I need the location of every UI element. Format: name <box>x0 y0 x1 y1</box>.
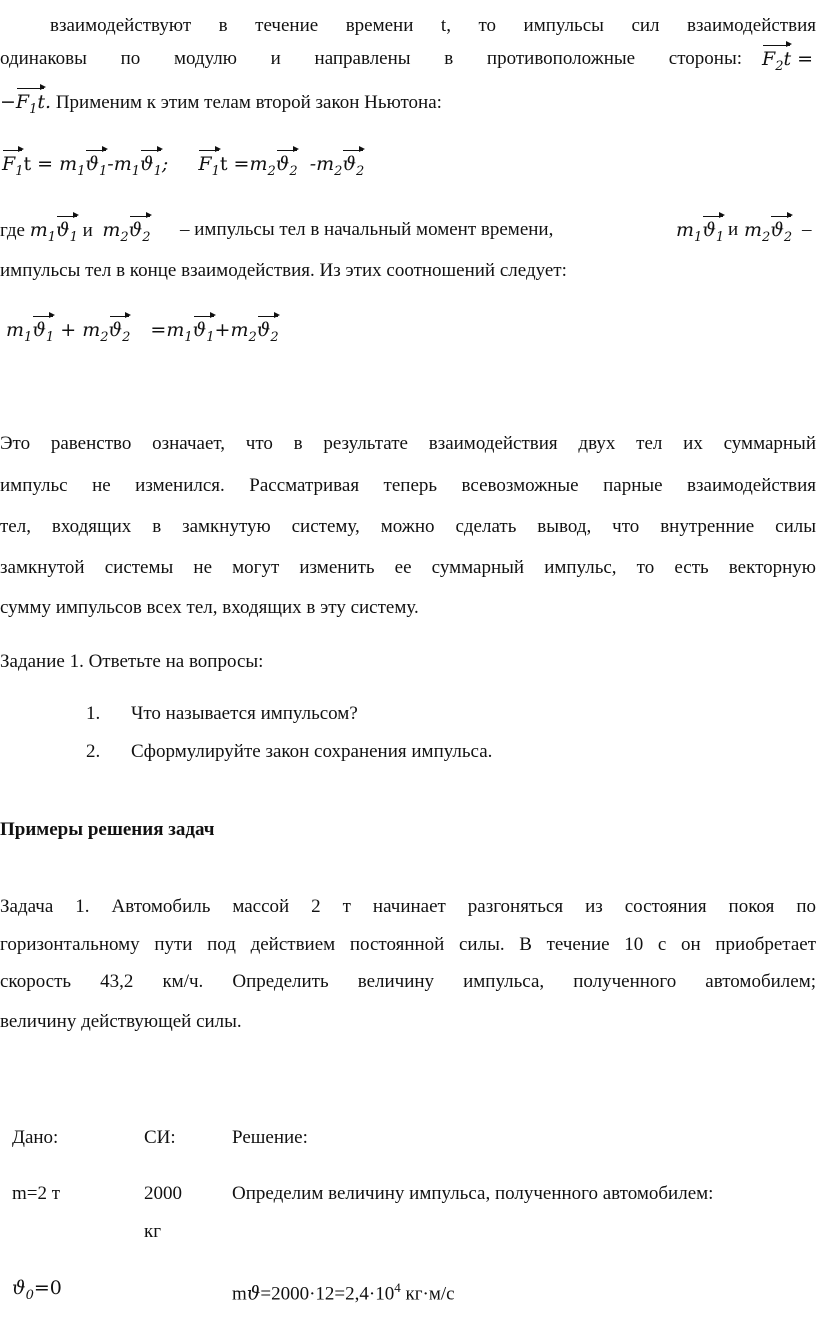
given-initial-velocity: $ϑ_0=0$ <box>12 1277 62 1303</box>
paragraph-line: взаимодействуют в течение времени t, то импульсы сил взаимодействия <box>50 15 816 36</box>
task-title: Задание 1. Ответьте на вопросы: <box>0 651 264 672</box>
section-heading: Примеры решения задач <box>0 819 215 840</box>
equation-conservation: $m_1ϑ_1 + m_2ϑ_2 =m_1ϑ_1+m_2ϑ_2$ <box>6 318 279 350</box>
problem-line: величину действующей силы. <box>0 1011 242 1032</box>
formula-m1v1-prime: $m_1ϑ_1$ <box>676 218 724 250</box>
formula-m2v2-prime: $m_2ϑ_2$ <box>744 218 792 250</box>
formula-f2t: $F_2t$ = <box>762 47 813 79</box>
formula-f1t: $-F_1t$. <box>0 91 51 113</box>
text-dash: – <box>802 219 812 240</box>
paragraph-text: одинаковы по модулю и направлены в противоположные стороны: <box>0 48 742 69</box>
problem-line: горизонтальному пути под действием постоянной силы. В течение 10 с он приобретает <box>0 934 816 955</box>
problem-line: скорость 43,2 км/ч. Определить величину импульса, полученного автомобилем; <box>0 971 816 992</box>
paragraph-line: Это равенство означает, что в результате взаимодействия двух тел их суммарный <box>0 433 816 454</box>
equation-newton: $F_1t = m_1ϑ_1-m_1ϑ_1$; $F_1t =m_2ϑ_2$ $-m_2ϑ_2$ <box>2 152 364 184</box>
paragraph-line: импульсы тел в конце взаимодействия. Из этих соотношений следует: <box>0 260 567 281</box>
text-and: и <box>82 220 93 241</box>
question-text: Сформулируйте закон сохранения импульса. <box>131 741 493 762</box>
paragraph-line: сумму импульсов всех тел, входящих в эту систему. <box>0 597 419 618</box>
question-number: 2. <box>86 741 101 762</box>
question-number: 1. <box>86 703 101 724</box>
paragraph-line: тел, входящих в замкнутую систему, можно сделать вывод, что внутренние силы <box>0 516 816 537</box>
table-header-solution: Решение: <box>232 1127 308 1148</box>
text-initial-momenta: – импульсы тел в начальный момент времени, <box>180 219 554 240</box>
si-mass-value: 2000 <box>144 1183 182 1204</box>
table-header-si: СИ: <box>144 1127 176 1148</box>
question-text: Что называется импульсом? <box>131 703 358 724</box>
problem-line: Задача 1. Автомобиль массой 2 т начинает разгоняться из состояния покоя по <box>0 896 816 917</box>
paragraph-text: Применим к этим телам второй закон Ньютона: <box>55 92 442 113</box>
formula-m2v2: $m_2ϑ_2$ <box>102 219 150 241</box>
table-header-given: Дано: <box>12 1127 59 1148</box>
paragraph-line <box>0 218 816 250</box>
paragraph-line: импульс не изменился. Рассматривая теперь всевозможные парные взаимодействия <box>0 475 816 496</box>
given-mass: m=2 т <box>12 1183 61 1204</box>
solution-step: Определим величину импульса, полученного автомобилем: <box>232 1183 714 1204</box>
si-mass-unit: кг <box>144 1221 162 1242</box>
paragraph-line <box>0 90 816 122</box>
paragraph-line: замкнутой системы не могут изменить ее суммарный импульс, то есть векторную <box>0 557 816 578</box>
text-and: и <box>728 219 739 240</box>
text-where: где <box>0 220 25 241</box>
formula-m1v1: $m_1ϑ_1$ <box>30 219 78 241</box>
paragraph-line <box>0 47 816 74</box>
solution-formula: $mϑ=2000\cdot 12=2,4\cdot 10^4$ кг·м/с <box>232 1280 455 1305</box>
